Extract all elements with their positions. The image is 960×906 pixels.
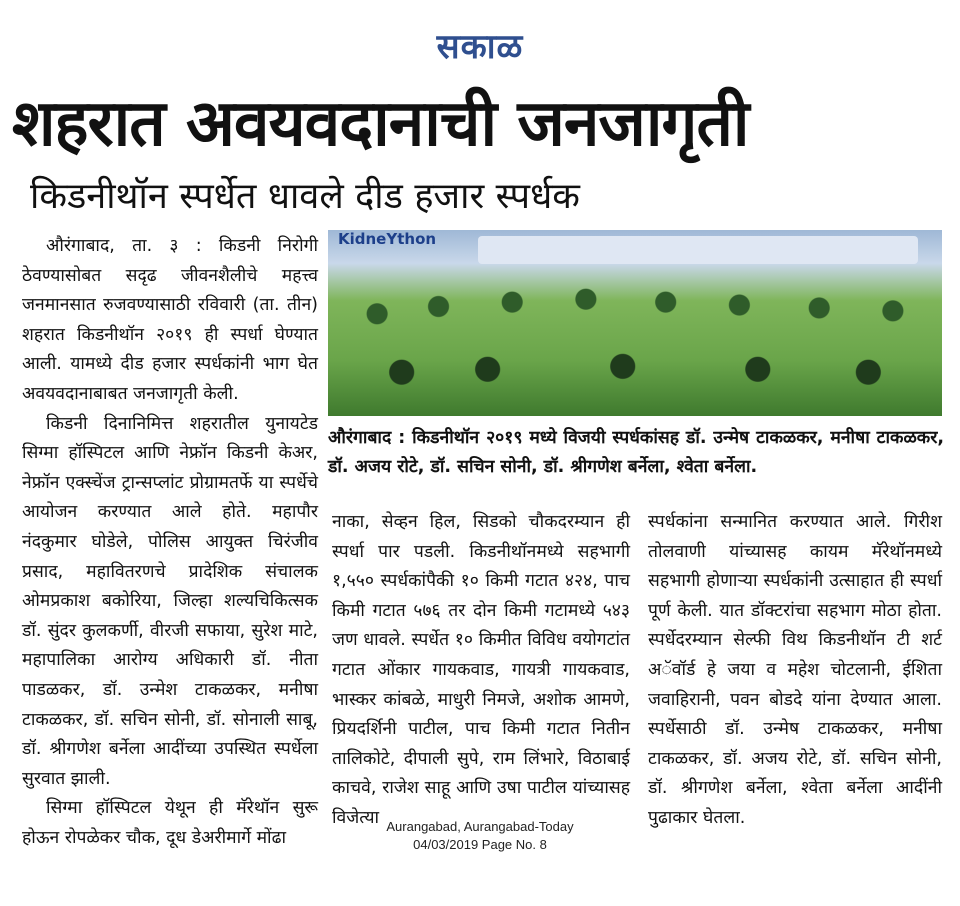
article-column-1 [22,232,318,853]
newspaper-masthead: सकाळ [436,27,524,67]
article-column-2 [332,508,630,834]
paragraph: सिग्मा हॉस्पिटल येथून ही मॅरेथॉन सुरू होऊन रोपळेकर चौक, दूध डेअरीमार्गे मोंढा [22,798,318,848]
photo-caption [328,424,944,482]
caption-text: किडनीथॉन २०१९ मध्ये विजयी स्पर्धकांसह डॉ. उन्मेष टाकळकर, मनीषा टाकळकर, डॉ. अजय रोटे, डॉ. सचिन सोनी, डॉ. श्रीगणेश बर्नेला, श्वेता बर्नेला. [328,428,945,477]
news-photo [328,230,942,416]
headline: शहरात अवयवदानाची जनजागृती [12,87,749,161]
caption-place: औरंगाबाद : [328,428,406,448]
photo-banner-text: KidneYthon [338,230,437,248]
paragraph: किडनी दिनानिमित्त शहरातील युनायटेड सिग्मा हॉस्पिटल आणि नेफ्रॉन किडनी केअर, नेफ्रॉन एक्स्चेंज ट्रान्सप्लांट प्रोग्रामतर्फे या स्पर्धेचे आयोजन करण्यात आले होते. महापौर नंदकुमार घोडेले, पोलिस आयुक्त चिरंजीव प्रसाद, महावितरणचे प्रादेशिक संचालक ओमप्रकाश बकोरिया, जिल्हा शल्यचिकित्सक डॉ. सुंदर कुलकर्णी, वीरजी सफाया, सुरेश माटे, महापालिका आरोग्य अधिकारी डॉ. नीता पाडळकर, डॉ. उन्मेश टाकळकर, मनीषा टाकळकर, डॉ. सचिन सोनी, डॉ. सोनाली साबू, डॉ. श्रीगणेश बर्नेला आदींच्या उपस्थित स्पर्धेला सुरवात झाली. [22,413,318,789]
edition-label: Aurangabad, Aurangabad-Today [386,819,574,834]
paragraph: औरंगाबाद, ता. ३ : किडनी निरोगी ठेवण्यासोबत सदृढ जीवनशैलीचे महत्त्व जनमानसात रुजवण्यासाठी रविवारी (ता. तीन) शहरात किडनीथॉन २०१९ ही स्पर्धा घेण्यात आली. यामध्ये दीड हजार स्पर्धकांनी भाग घेत अवयवदानाबाबत जनजागृती केली. [22,236,318,404]
article-column-3 [648,508,942,834]
paragraph: स्पर्धकांना सन्मानित करण्यात आले. गिरीश तोलवाणी यांच्यासह कायम मॅरेथॉनमध्ये सहभागी होणाऱ्या स्पर्धकांनी उत्साहात ही स्पर्धा पूर्ण केली. यात डॉक्टरांचा सहभाग मोठा होता. स्पर्धेदरम्यान सेल्फी विथ किडनीथॉन टी शर्ट अॅवॉर्ड हे जया व महेश चोटलानी, ईशिता जवाहिरानी, पवन बोडदे यांना देण्यात आला. स्पर्धेसाठी डॉ. उन्मेष टाकळकर, मनीषा टाकळकर, डॉ. अजय रोटे, डॉ. सचिन सोनी, डॉ. श्रीगणेश बर्नेला, श्वेता बर्नेला आदींनी पुढाकार घेतला. [648,512,942,828]
photo-crowd [328,270,942,416]
page-footer [0,818,960,854]
paragraph: नाका, सेव्हन हिल, सिडको चौकदरम्यान ही स्पर्धा पार पडली. किडनीथॉनमध्ये सहभागी १,५५० स्पर्धकांपैकी १० किमी गटात ४२४, पाच किमी गटात ५७६ तर दोन किमी गटामध्ये ५४३ जण धावले. स्पर्धेत १० किमीत विविध वयोगटांत गटात ओंकार गायकवाड, गायत्री गायकवाड, भास्कर कांबळे, माधुरी निमजे, अशोक आमणे, प्रियदर्शिनी पाटील, पाच किमी गटात नितीन तालिकोटे, दीपाली सुपे, राम लिंभारे, विठाबाई काचवे, राजेश साहू आणि उषा पाटील यांच्यासह विजेत्या [332,512,630,828]
subheadline: किडनीथॉन स्पर्धेत धावले दीड हजार स्पर्धक [30,176,580,217]
photo-banner [478,236,918,264]
date-page-label: 04/03/2019 Page No. 8 [413,837,547,852]
